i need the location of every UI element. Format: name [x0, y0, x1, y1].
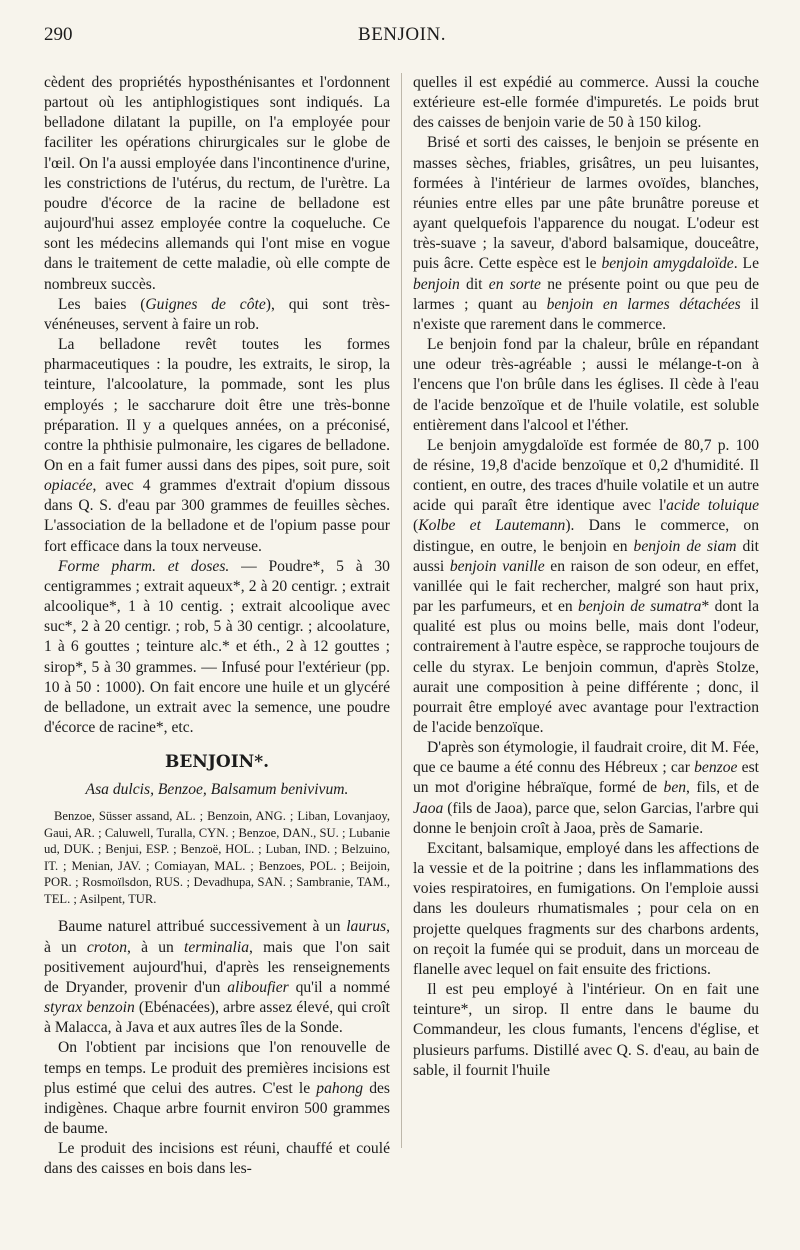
running-head [44, 20, 760, 48]
page-header-title: BENJOIN. [358, 24, 446, 45]
paragraph: quelles il est expédié au commerce. Aussi la couche extérieure est-elle formée d'impuretés. Le poids brut des caisses de benjoin varie de 50 à 150 kilog. [413, 74, 759, 132]
entry-synonyms: Asa dulcis, Benzoe, Balsamum benivivum. [85, 781, 349, 799]
paragraph: Excitant, balsamique, employé dans les affections de la vessie et de la poitrine ; dans les inflammations des voies respiratoires, en fumigations. On l'emploie aussi dans les douleurs rhumatismales ; pour cela on en projette quelques fragments sur des charbons ardents, on reçoit la fumée qui se produit, dans un morceau de flanelle avec lequel on fait ensuite des frictions. [413, 839, 759, 978]
entry-title: BENJOIN*. [164, 752, 270, 773]
paragraph: Il est peu employé à l'intérieur. On en fait une teinture*, un sirop. Il entre dans le baume du Commandeur, les clous fumants, l'encens d'église, et plusieurs parfums. Distillé avec Q. S. d'eau, au bain de sable, il fournit l'huile [413, 981, 759, 1079]
left-column [44, 73, 390, 1180]
right-column [413, 73, 759, 1081]
paragraph: Le produit des incisions est réuni, chauffé et coulé dans des caisses en bois dans les- [44, 1140, 390, 1178]
paragraph: Baume naturel attribué successivement à un laurus, à un croton, à un terminalia, mais que l'on sait positivement aujourd'hui, d'après les renseignements de Dryander, provenir d'un aliboufier qu'il a nommé styrax benzoin (Ebénacées), arbre assez élevé, qui croît à Malacca, à Java et aux autres îles de la Sonde. [44, 918, 391, 1037]
paragraph: Le benjoin fond par la chaleur, brûle en répandant une odeur très-agréable ; aussi le mélange-t-on à l'encens que l'on brûle dans les églises. Il cède à l'eau de l'acide benzoïque et de l'huile volatile, est soluble entièrement dans l'alcool et l'éther. [413, 336, 759, 434]
dosage-paragraph: Forme pharm. et doses. — Poudre*, 5 à 30 centigrammes ; extrait aqueux*, 2 à 20 centigr. ; extrait alcoolique*, 1 à 10 centig. ; extrait alcoolique avec suc*, 2 à 20 centigr. ; rob, 5 à 30 centigr. ; alcoolature, 1 à 6 gouttes ; teinture alc.* et éth., 2 à 12 gouttes ; sirop*, 5 à 30 grammes. — Infusé pour l'extérieur (pp. 10 à 50 : 1000). On fait encore une huile et un glycéré de belladone, un extrait avec la semence, une poudre d'écorce de racine*, etc. [44, 557, 390, 736]
paragraph: D'après son étymologie, il faudrait croire, dit M. Fée, que ce baume a été connu des Hébreux ; car benzoe est un mot d'origine hébraïque, formé de ben, fils, et de Jaoa (fils de Jaoa), parce que, selon Garcias, l'arbre qui donne le benjoin croît à Jaoa, près de Samarie. [413, 739, 759, 837]
paragraph: Brisé et sorti des caisses, le benjoin se présente en masses sèches, friables, grisâtres, un peu luisantes, formées à l'intérieur de larmes ovoïdes, blanches, réunies entre elles par une pâte brunâtre poreuse et ayant quelquefois l'apparence du nougat. L'odeur est très-suave ; la saveur, d'abord balsamique, douceâtre, puis âcre. Cette espèce est le benjoin amygdaloïde. Le benjoin dit en sorte ne présente point ou que peu de larmes ; quant au benjoin en larmes détachées il n'existe que rarement dans le commerce. [413, 134, 759, 333]
paragraph: cèdent des propriétés hyposthénisantes et l'ordonnent partout où les antiphlogistiques sont indiqués. La belladone dilatant la pupille, on l'a employée pour faciliter les opérations chirurgicales sur le globe de l'œil. On l'a aussi employée dans l'incontinence d'urine, les constrictions de l'utérus, du rectum, de l'urètre. La poudre d'écorce de la racine de belladone est aujourd'hui assez employée contre la coqueluche. Ce sont les médecins allemands qui l'ont mise en vogue dans le traitement de cette maladie, où elle compte de nombreux succès. [44, 74, 390, 293]
foreign-names: Benzoe, Süsser assand, AL. ; Benzoin, ANG. ; Liban, Lovanjaoy, Gaui, AR. ; Caluwell, Turalla, CYN. ; Benzoe, DAN., SU. ; Lubanie ud, DUK. ; Benjui, ESP. ; Benzoë, HOL. ; Luban, IND. ; Belzuino, IT. ; Menian, JAV. ; Comiayan, MAL. ; Benzoes, POL. ; Beijoin, POR. ; Rosmoïlsdon, RUS. ; Devadhupa, SAN. ; Sambranie, TAM., TEL. ; Asilpent, TUR. [44, 809, 390, 906]
paragraph: On l'obtient par incisions que l'on renouvelle de temps en temps. Le produit des premières incisions est plus estimé que celui des autres. C'est le pahong des indigènes. Chaque arbre fournit environ 500 grammes de baume. [44, 1039, 390, 1138]
paragraph: Les baies (Guignes de côte), qui sont très-vénéneuses, servent à faire un rob. [44, 295, 390, 333]
paragraph: Le benjoin amygdaloïde est formée de 80,7 p. 100 de résine, 19,8 d'acide benzoïque et 0,2 d'humidité. Il contient, en outre, des traces d'huile volatile et un autre acide qui paraît être identique avec l'acide toluique (Kolbe et Lautemann). Dans le commerce, on distingue, en outre, le benjoin en benjoin de siam dit aussi benjoin vanille en raison de son odeur, en effet, vanillée qui le fait rechercher, malgré son haut prix, par les parfumeurs, et en benjoin de sumatra* dont la qualité est plus ou moins belle, mais dont l'odeur, contrairement à l'autre espèce, se rapproche toujours de celle du styrax. Le benjoin commun, d'après Stolze, aurait une composition à peine différente ; donc, il pourrait être employé avec avantage pour l'extraction de l'acide benzoïque. [413, 436, 760, 736]
page-number: 290 [44, 24, 73, 45]
paragraph: La belladone revêt toutes les formes pharmaceutiques : la poudre, les extraits, le sirop, la teinture, l'alcoolature, la pommade, sont les plus employés ; le saccharure doit être une très-bonne préparation. Il y a quelques années, on a préconisé, contre la phthisie pulmonaire, les cigares de belladone. On en a fait fumer aussi dans des pipes, soit pure, soit opiacée, avec 4 grammes d'extrait d'opium dissous dans Q. S. d'eau par 300 grammes de feuilles sèches. L'association de la belladone et de l'opium passe pour fort efficace dans la toux nerveuse. [44, 336, 390, 555]
column-divider [401, 73, 402, 1148]
